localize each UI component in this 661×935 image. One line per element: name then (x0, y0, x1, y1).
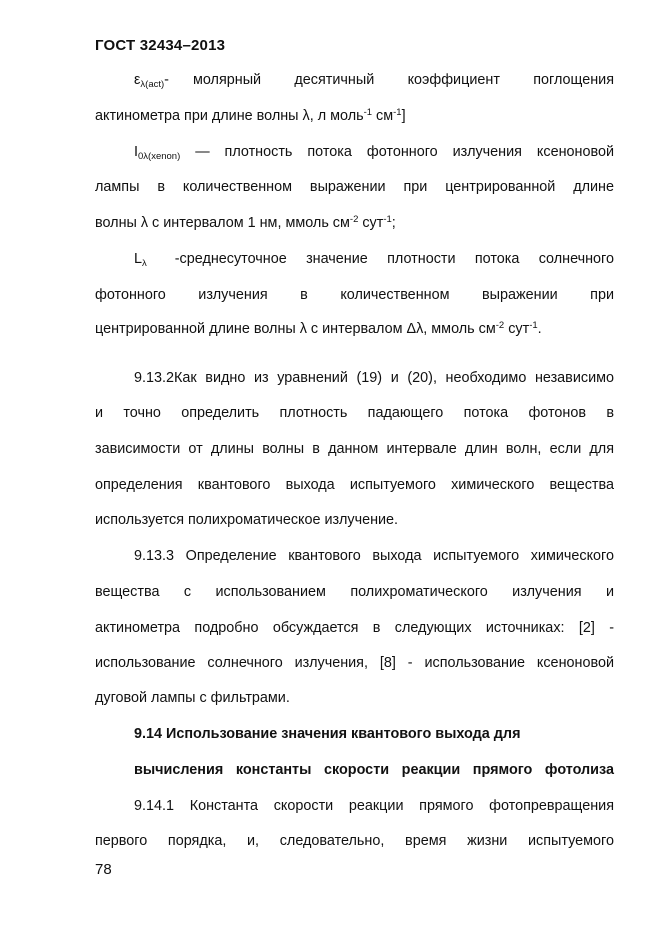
section-heading-9-14-line2: вычисления константы скорости реакции прямого фотолиза (134, 762, 614, 778)
epsilon-symbol: $\varepsilon_{\lambda(act)}-$ (134, 72, 169, 90)
paragraph-9-13-2-line4: определения квантового выхода испытуемого химического вещества (95, 477, 614, 493)
l-symbol: $L_\lambda$ (134, 251, 147, 269)
page-number: 78 (95, 861, 112, 878)
paragraph-9-13-3-line5: дуговой лампы с фильтрами. (95, 690, 290, 706)
definition-i0-line3: волны λ с интервалом 1 нм, ммоль $см^{-2}$ сут$^{-1}$; (95, 214, 396, 231)
definition-l-line3: центрированной длине волны λ с интервалом Δλ, ммоль $см^{-2}$ сут$^{-1}$. (95, 320, 542, 337)
paragraph-9-13-2-line3: зависимости от длины волны в данном интервале длин волн, если для (95, 441, 614, 457)
definition-i0-line2: лампы в количественном выражении при центрированной длине (95, 179, 614, 195)
paragraph-9-13-3-line2: вещества с использованием полихроматического излучения и (95, 584, 614, 600)
section-heading-9-14-line1: 9.14 Использование значения квантового выхода для (134, 726, 521, 742)
definition-epsilon-line1 (134, 71, 614, 89)
paragraph-9-13-2-line5: используется полихроматическое излучение. (95, 512, 399, 528)
definition-l-line2: фотонного излучения в количественном выражении при (95, 287, 614, 303)
paragraph-9-13-3-line1: 9.13.3 Определение квантового выхода испытуемого химического (134, 548, 614, 564)
definition-l-line1 (134, 250, 614, 268)
standard-header: ГОСТ 32434–2013 (95, 37, 226, 54)
l-definition-text: -среднесуточное значение плотности потока солнечного (174, 251, 614, 267)
paragraph-9-14-1-line2: первого порядка, и, следовательно, время жизни испытуемого (95, 833, 614, 849)
epsilon-definition-text: молярный десятичный коэффициент поглощения (192, 72, 614, 88)
paragraph-9-14-1-line1: 9.14.1 Константа скорости реакции прямого фотопревращения (134, 798, 614, 814)
paragraph-9-13-3-line4: использование солнечного излучения, [8] - использование ксеноновой (95, 655, 614, 671)
paragraph-9-13-2-line2: и точно определить плотность падающего потока фотонов в (95, 405, 614, 421)
paragraph-9-13-3-line3: актинометра подробно обсуждается в следующих источниках: [2] - (95, 620, 614, 636)
definition-i0-line1: $I_{0\lambda(xenon)}$ — плотность потока фотонного излучения ксеноновой (134, 144, 614, 162)
definition-epsilon-line2: актинометра при длине волны λ, л моль$^{-1}$ $см^{-1}$] (95, 107, 406, 124)
paragraph-9-13-2-line1: 9.13.2Как видно из уравнений (19) и (20), необходимо независимо (134, 370, 614, 386)
